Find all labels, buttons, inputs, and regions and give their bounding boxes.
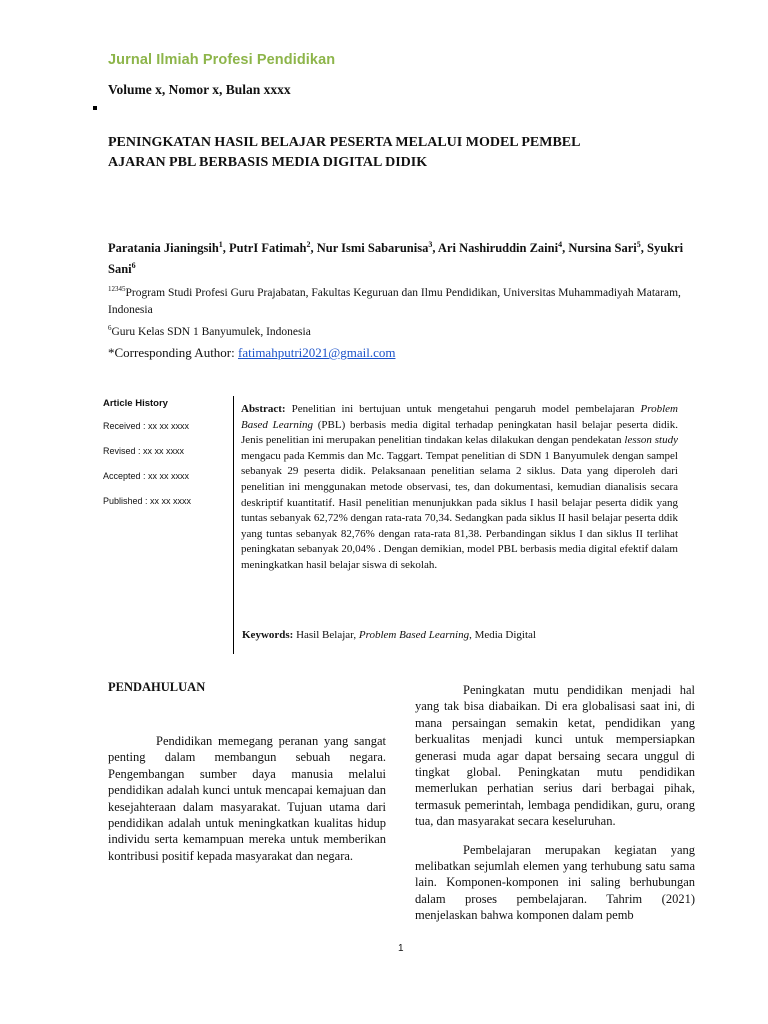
affiliation-2-sup: 6 xyxy=(108,324,112,332)
body-paragraph: Pembelajaran merupakan kegiatan yang melibatkan sejumlah elemen yang terhubung satu sama lain. Komponen-komponen ini saling berhubungan dalam proses pembelajaran. Tahrim (2021) menjelaskan bahwa komponen dalam pemb xyxy=(415,842,695,923)
author-sup: 6 xyxy=(131,261,136,271)
right-column xyxy=(415,682,695,936)
abstract-text xyxy=(241,402,678,574)
keywords-label: Keywords: xyxy=(242,629,294,641)
body-paragraph: Peningkatan mutu pendidikan menjadi hal yang tak bisa diabaikan. Di era globalisasi saat ini, di mana persaingan semakin ketat, pendidikan yang berkualitas menjadi kunci untuk mempersiapkan generasi muda agar dapat bersaing secara unggul di tingkat global. Peningkatan mutu pendidikan memerlukan perhatian serius dari berbagai pihak, termasuk pemerintah, lembaga pendidikan, guru, orang tua, dan masyarakat secara keseluruhan. xyxy=(415,683,695,829)
section-heading: PENDAHULUAN xyxy=(108,680,206,694)
left-column xyxy=(108,733,386,876)
article-history-title: Article History xyxy=(103,398,168,409)
history-revised: Revised : xx xx xxxx xyxy=(103,446,185,456)
author-name: PutrI Fatimah xyxy=(229,241,307,256)
abstract-segment-italic: lesson study xyxy=(624,434,678,447)
journal-title: Jurnal Ilmiah Profesi Pendidikan xyxy=(108,52,336,68)
author-name: Paratania Jianingsih xyxy=(108,241,219,256)
history-accepted: Accepted : xx xx xxxx xyxy=(103,471,190,481)
abstract-segment: mengacu pada Kemmis dan Mc. Taggart. Tempat penelitian di SDN 1 Banyumulek dengan sampel sebanyak 29 peserta didik. Pelaksanaan penelitian selama 2 siklus. Data yang diperoleh dari penelitian ini menggunakan metode observasi, tes, dan dokumentasi, kemudian dianalisis secara deskriptif kuantitatif. Hasil penelitian menunjukkan pada siklus I hasil belajar peserta didik yang tuntas sebanyak 62,72% dengan rata-rata 70,34. Sedangkan pada siklus II hasil belajar peserta ddik yang tuntas sebanyak 82,76% dengan rata-rata 81,38. Perbandingan siklus I dan siklus II terlihat peningkatan sebanyak 20,04% . Dengan demikian, model PBL berbasis media digital efektif dalam meningkatkan hasil belajar siswa di sekolah. xyxy=(241,449,678,571)
affiliation-1-text: Program Studi Profesi Guru Prajabatan, Fakultas Keguruan dan Ilmu Pendidikan, Universitas Muhammadiyah Mataram, Indonesia xyxy=(108,286,681,316)
page-number: 1 xyxy=(398,943,404,954)
corresponding-email-link[interactable]: fatimahputri2021@gmail.com xyxy=(238,345,396,360)
abstract-label: Abstract: xyxy=(241,403,286,415)
keyword-segment: Hasil Belajar, xyxy=(293,629,359,641)
author-name: Syukri Sani xyxy=(108,241,684,277)
keyword-segment: , Media Digital xyxy=(469,629,536,641)
corresponding-author xyxy=(108,345,395,361)
affiliation-1-sup: 12345 xyxy=(108,285,126,293)
keywords xyxy=(242,629,536,641)
affiliation-2 xyxy=(108,320,698,341)
author-list: Paratania Jianingsih$^1$, PutrI Fatimah$^2$, Nur Ismi Sabarunisa$^3$, Ari Nashiruddin Zaini$^4$, Nursina Sari$^5$, Syukri Sani$^6$ xyxy=(108,240,684,277)
volume-line: Volume x, Nomor x, Bulan xxxx xyxy=(108,82,291,97)
article-history xyxy=(103,398,228,521)
bullet-marker xyxy=(93,106,97,110)
paper-title: PENINGKATAN HASIL BELAJAR PESERTA MELALUI MODEL PEMBEL AJARAN PBL BERBASIS MEDIA DIGITAL DIDIK xyxy=(108,135,581,170)
abstract-segment-italic: Problem Based Learning xyxy=(241,403,678,431)
corresponding-label: *Corresponding Author: xyxy=(108,345,238,360)
author-name: Ari Nashiruddin Zaini xyxy=(437,241,559,256)
author-sup: 5 xyxy=(636,240,641,249)
author-sup: 4 xyxy=(558,240,563,249)
body-paragraph: Pendidikan memegang peranan yang sangat penting dalam membangun sebuah negara. Pengembangan sumber daya manusia melalui pendidikan adalah kunci untuk mencapai kemajuan dan kesejahteraan dalam masyarakat. Tujuan utama dari pendidikan adalah untuk meningkatkan kualitas hidup individu serta kemampuan mereka untuk memberikan kontribusi positif kepada masyarakat dan negara. xyxy=(108,734,386,863)
author-name: Nur Ismi Sabarunisa xyxy=(316,241,429,256)
author-sup: 1 xyxy=(218,240,223,249)
affiliation-2-text: Guru Kelas SDN 1 Banyumulek, Indonesia xyxy=(111,325,311,338)
history-received: Received : xx xx xxxx xyxy=(103,421,190,431)
abstract-segment: Penelitian ini bertujuan untuk mengetahui pengaruh model pembelajaran xyxy=(285,403,641,415)
affiliation-1 xyxy=(108,281,698,319)
author-sup: 2 xyxy=(306,240,311,249)
history-published: Published : xx xx xxxx xyxy=(103,496,192,506)
author-name: Nursina Sari xyxy=(568,241,637,256)
abstract-box xyxy=(233,396,678,654)
abstract-segment: (PBL) berbasis media digital terhadap peningkatan hasil belajar peserta didik. Jenis penelitian ini merupakan penelitian tindakan kelas dilakukan dengan pendekatan xyxy=(241,418,678,447)
keyword-segment-italic: Problem Based Learning xyxy=(358,629,470,641)
author-sup: 3 xyxy=(428,240,433,249)
